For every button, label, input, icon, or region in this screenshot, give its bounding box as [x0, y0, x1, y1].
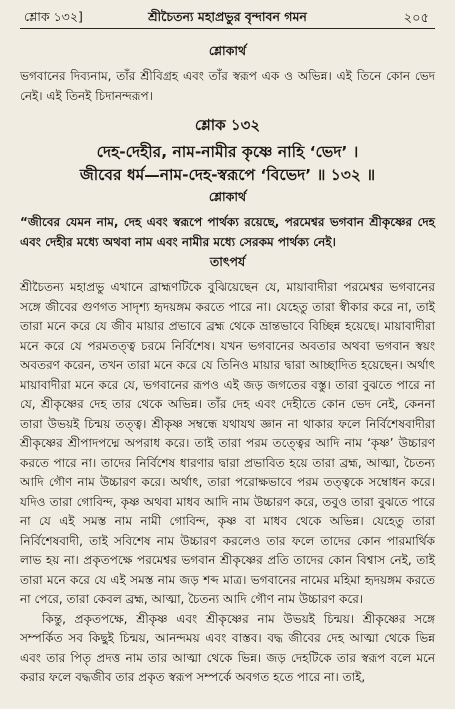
verse-title: শ্লোক ১৩২ [194, 116, 261, 134]
translation-paragraph-1: ভগবানের দিব্যনাম, তাঁর শ্রীবিগ্রহ এবং তাঁর স্বরূপ এক ও অভিন্ন। এই তিনে কোন ভেদ নেই। এই তিনই চিদানন্দরূপ। [20, 69, 435, 103]
running-header [20, 8, 435, 29]
translation-paragraph-2: “জীবের যেমন নাম, দেহ এবং স্বরূপে পার্থক্য রয়েছে, পরমেশ্বর ভগবান শ্রীকৃষ্ণের দেহ এবং দেহীর মধ্যে অথবা নাম এবং নামীর মধ্যে সেরকম পার্থক্য নেই। [20, 215, 435, 249]
purport-paragraph-1: শ্রীচৈতন্য মহাপ্রভু এখানে ব্রাহ্মণটিকে বুঝিয়েছেন যে, মায়াবাদীরা পরমেশ্বর ভগবানের সঙ্গে জীবের গুণগত সাদৃশ্য হৃদয়ঙ্গম করতে পারে না। যেহেতু তারা স্বীকার করে না, তাই তারা মনে করে যে জীব মায়ার প্রভাবে ব্রহ্ম থেকে ভ্রান্তভাবে বিচ্ছিন্ন হয়েছে। মায়াবাদীরা মনে করে যে পরমতত্ত্ব চরমে নির্বিশেষ। যখন ভগবানের অবতার অথবা ভগবান স্বয়ং অবতরণ করেন, তখন তারা মনে করে যে তিনিও মায়ার দ্বারা আচ্ছাদিত হয়েছেন। অর্থাৎ মায়াবাদীরা মনে করে যে, ভগবানের রূপও এই জড় জগতের বস্তু। তারা বুঝতে পারে না যে, শ্রীকৃষ্ণের দেহ তার থেকে অভিন্ন। তাঁর দেহ এবং দেহীতে কোন ভেদ নেই, কেননা তারা উভয়ই চিন্ময় তত্ত্ব। শ্রীকৃষ্ণ সম্বন্ধে যথাযথ জ্ঞান না থাকার ফলে নির্বিশেষবাদীরা শ্রীকৃষ্ণের শ্রীপাদপদ্মে অপরাধ করে। তাই তারা পরম তত্ত্বের আদি নাম ‘কৃষ্ণ’ উচ্চারণ করতে পারে না। তাদের নির্বিশেষ ধারণার দ্বারা প্রভাবিত হয়ে তারা ব্রহ্ম, আত্মা, চৈতন্য আদি গৌণ নাম উচ্চারণ করে। অর্থাৎ, তারা পরোক্ষভাবে পরম তত্ত্বকে সম্বোধন করে। যদিও তারা গোবিন্দ, কৃষ্ণ অথবা মাধব আদি নাম উচ্চারণ করে, তবুও তারা বুঝতে পারে না যে এই সমস্ত নাম নামী গোবিন্দ, কৃষ্ণ বা মাধব থেকে অভিন্ন। যেহেতু তারা নির্বিশেষবাদী, তাই সবিশেষ নাম উচ্চারণ করলেও তার ফলে তাদের কোন পারমার্থিক লাভ হয় না। প্রকৃতপক্ষে পরমেশ্বর ভগবান শ্রীকৃষ্ণের প্রতি তাদের কোন বিশ্বাস নেই, তাই তারা মনে করে যে এই সমস্ত নাম জড় শব্দ মাত্র। ভগবানের নামের মহিমা হৃদয়ঙ্গম করতে না পেরে, তারা কেবল ব্রহ্ম, আত্মা, চৈতন্য আদি গৌণ নাম উচ্চারণ করে। [20, 280, 435, 606]
purport-heading: তাৎপর্য [209, 254, 246, 269]
purport-text [20, 278, 435, 688]
verse-line-1: দেহ-দেহীর, নাম-নামীর কৃষ্ণে নাহি ‘ভেদ’ । [96, 143, 359, 161]
translation-heading-1: শ্লোকার্থ [208, 43, 247, 58]
verse-reference: শ্লোক ১৩২] [24, 9, 83, 24]
page-number: ২০৫ [403, 11, 429, 26]
translation-heading-2: শ্লোকার্থ [208, 189, 247, 204]
purport-paragraph-2: কিন্তু, প্রকৃতপক্ষে, শ্রীকৃষ্ণ এবং শ্রীকৃষ্ণের নাম উভয়ই চিন্ময়। শ্রীকৃষ্ণের সঙ্গে সম্পর্কিত সব কিছুই চিন্ময়, আনন্দময় এবং বাস্তব। বদ্ধ জীবের দেহ আত্মা থেকে ভিন্ন এবং তার পিতৃ প্রদত্ত নাম তার আত্মা থেকে ভিন্ন। জড় দেহটিকে তার স্বরূপ বলে মনে করার ফলে বদ্ধজীব তার প্রকৃত স্বরূপ সম্পর্কে অবগত হতে পারে না। তাই, [20, 611, 435, 684]
translation-text-1 [20, 67, 435, 106]
verse-line-2: জীবের ধর্ম—নাম-দেহ-স্বরূপে ‘বিভেদ’ ॥ ১৩২ ॥ [79, 166, 376, 184]
translation-text-2 [20, 213, 435, 252]
chapter-title: শ্রীচৈতন্য মহাপ্রভুর বৃন্দাবন গমন [148, 9, 307, 24]
